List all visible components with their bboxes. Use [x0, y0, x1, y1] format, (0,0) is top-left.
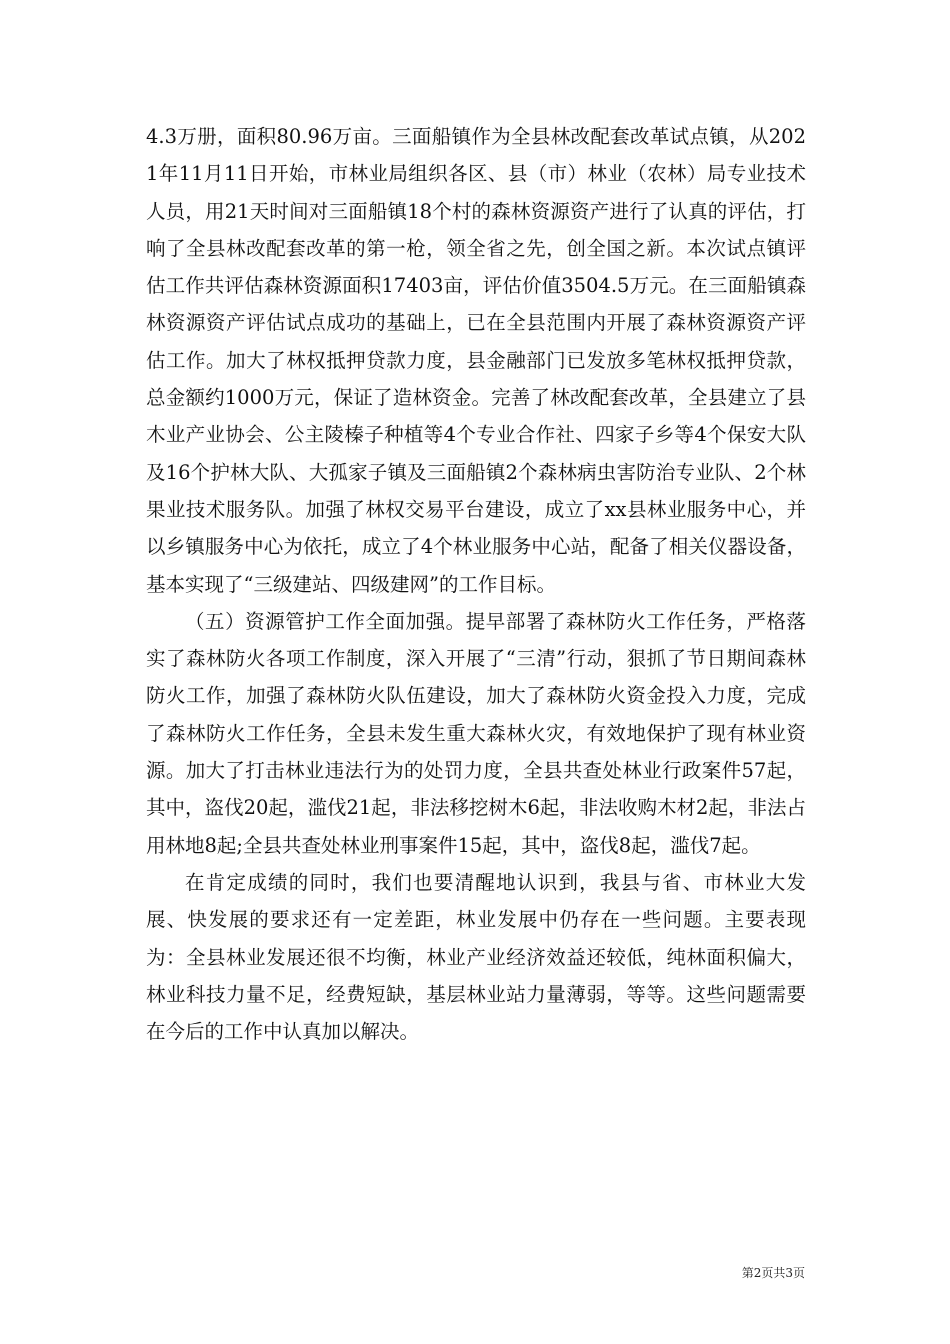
paragraph-1: 4.3万册，面积80.96万亩。三面船镇作为全县林改配套改革试点镇，从2021年11月11日开始，市林业局组织各区、县（市）林业（农林）局专业技术人员，用21天时间对三面船镇18个村的森林资源资产进行了认真的评估，打响了全县林改配套改革的第一枪，领全省之先，创全国之新。本次试点镇评估工作共评估森林资源面积17403亩，评估价值3504.5万元。在三面船镇森林资源资产评估试点成功的基础上，已在全县范围内开展了森林资源资产评估工作。加大了林权抵押贷款力度，县金融部门已发放多笔林权抵押贷款，总金额约1000万元，保证了造林资金。完善了林改配套改革，全县建立了县木业产业协会、公主陵榛子种植等4个专业合作社、四家子乡等4个保安大队及16个护林大队、大孤家子镇及三面船镇2个森林病虫害防治专业队、2个林果业技术服务队。加强了林权交易平台建设，成立了xx县林业服务中心，并以乡镇服务中心为依托，成立了4个林业服务中心站，配备了相关仪器设备，基本实现了“三级建站、四级建网”的工作目标。 — [146, 125, 806, 596]
paragraph-3: 在肯定成绩的同时，我们也要清醒地认识到，我县与省、市林业大发展、快发展的要求还有一定差距，林业发展中仍存在一些问题。主要表现为：全县林业发展还很不均衡，林业产业经济效益还较低，纯林面积偏大，林业科技力量不足，经费短缺，基层林业站力量薄弱，等等。这些问题需要在今后的工作中认真加以解决。 — [146, 870, 806, 1044]
page-number: 第2页共3页 — [741, 1266, 805, 1280]
paragraph-2: （五）资源管护工作全面加强。提早部署了森林防火工作任务，严格落实了森林防火各项工作制度，深入开展了“三清”行动，狠抓了节日期间森林防火工作，加强了森林防火队伍建设，加大了森林防火资金投入力度，完成了森林防火工作任务，全县未发生重大森林火灾，有效地保护了现有林业资源。加大了打击林业违法行为的处罚力度，全县共查处林业行政案件57起，其中，盗伐20起，滥伐21起，非法移挖树木6起，非法收购木材2起，非法占用林地8起;全县共查处林业刑事案件15起，其中，盗伐8起，滥伐7起。 — [146, 609, 806, 857]
document-body — [146, 118, 806, 1050]
